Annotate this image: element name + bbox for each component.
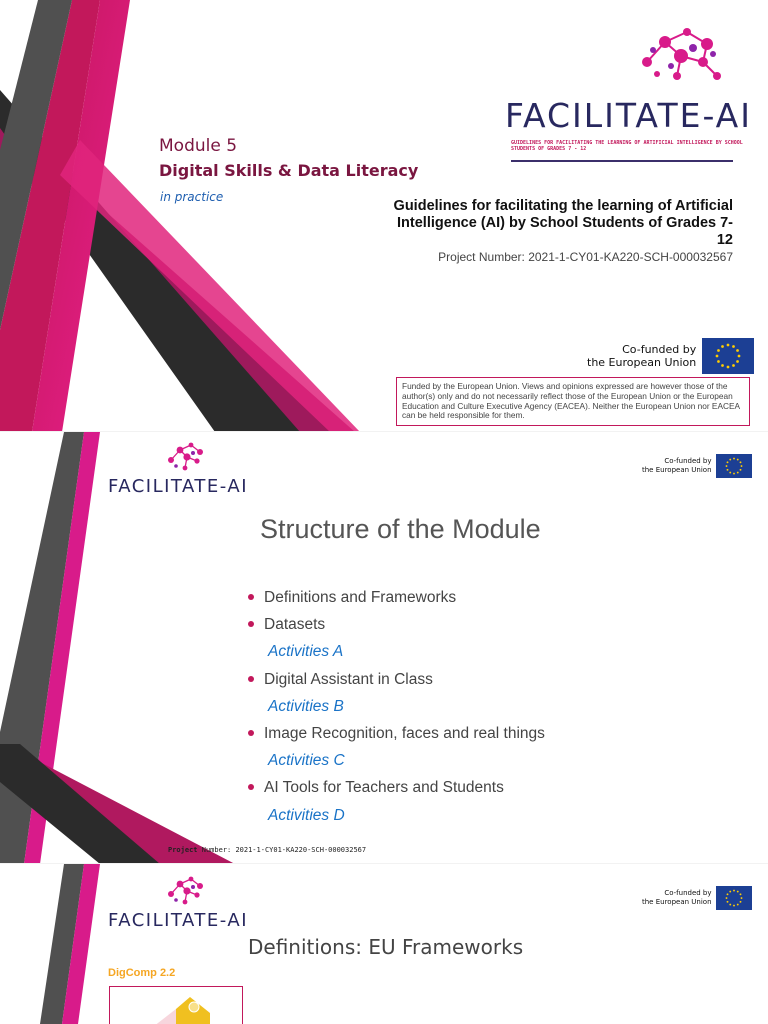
digcomp-label: DigComp 2.2 [108, 967, 176, 979]
facilitate-ai-logo [108, 442, 249, 502]
structure-list-item: Image Recognition, faces and real things [248, 725, 545, 752]
decorative-swoosh-shapes [0, 0, 360, 432]
eu-star-icon [732, 364, 735, 367]
eu-star-icon [727, 344, 730, 347]
logo-underline [511, 160, 733, 162]
structure-list-item: Datasets [248, 616, 545, 643]
logo-tagline: GUIDELINES FOR FACILITATING THE LEARNING OF ARTIFICIAL INTELLIGENCE BY SCHOOL STUDENTS OF GRADES 7 - 12 [511, 140, 743, 152]
activity-link-item: Activities D [268, 806, 345, 824]
structure-list-item: Definitions and Frameworks [248, 589, 545, 616]
module-number: Module 5 [159, 136, 238, 156]
eu-star-icon [736, 349, 739, 352]
cofunded-line-1: Co-funded by [664, 889, 712, 897]
eu-star-icon [739, 469, 741, 471]
cofunded-eu-badge [642, 886, 752, 910]
molecule-logo-icon [166, 442, 206, 474]
eu-star-icon [725, 897, 727, 899]
eu-star-icon [738, 355, 741, 358]
cofunded-text [642, 457, 712, 475]
eu-star-icon [733, 890, 735, 892]
project-number-footer [168, 846, 366, 854]
project-label: Project [168, 846, 198, 854]
eu-star-icon [729, 891, 731, 893]
eu-flag-icon [716, 886, 752, 910]
cofunded-eu-badge [587, 338, 754, 374]
logo-wordmark: FACILITATE-AI [505, 96, 752, 135]
eu-star-icon [725, 465, 727, 467]
cofunded-text [587, 343, 696, 369]
eu-flag-icon [716, 454, 752, 478]
eu-star-icon [739, 901, 741, 903]
decorative-swoosh-shapes [0, 864, 110, 1024]
eu-flag-icon [702, 338, 754, 374]
cofunded-line-1: Co-funded by [622, 343, 697, 356]
eu-star-icon [733, 458, 735, 460]
guidelines-title: Guidelines for facilitating the learning of Artificial Intelligence (AI) by School Students of Grades 7-12 [393, 198, 733, 248]
digcomp-image-frame [109, 986, 243, 1024]
module-subtitle: in practice [160, 190, 224, 204]
cofunded-text [642, 889, 712, 907]
eu-star-icon [717, 349, 720, 352]
eu-star-icon [736, 459, 738, 461]
molecule-logo-icon [166, 876, 206, 908]
structure-list-item: AI Tools for Teachers and Students [248, 779, 545, 806]
eu-star-icon [716, 355, 719, 358]
cofunded-line-2: the European Union [642, 466, 712, 474]
eu-star-icon [736, 360, 739, 363]
activity-link-item: Activities B [268, 697, 344, 715]
activity-link-item: Activities C [268, 752, 345, 770]
eu-star-icon [729, 904, 731, 906]
structure-list-item: Digital Assistant in Class [248, 671, 545, 698]
definitions-slide [0, 864, 768, 1024]
eu-star-icon [726, 469, 728, 471]
project-number: Project Number: 2021-1-CY01-KA220-SCH-000032567 [438, 250, 733, 264]
eu-star-icon [733, 473, 735, 475]
logo-wordmark: FACILITATE-AI [108, 476, 249, 497]
slide-title: Structure of the Module [260, 514, 541, 544]
eu-star-icon [717, 360, 720, 363]
cofunded-eu-badge [642, 454, 752, 478]
eu-star-icon [740, 897, 742, 899]
title-slide [0, 0, 768, 432]
eu-star-icon [721, 364, 724, 367]
eu-star-icon [727, 366, 730, 369]
eu-star-icon [729, 472, 731, 474]
eu-star-icon [726, 901, 728, 903]
eu-star-icon [740, 465, 742, 467]
eu-star-icon [736, 472, 738, 474]
activity-link-item: Activities A [268, 643, 344, 661]
cofunded-line-1: Co-funded by [664, 457, 712, 465]
structure-slide [0, 432, 768, 864]
project-number: Number: 2021-1-CY01-KA220-SCH-000032567 [197, 846, 367, 854]
eu-star-icon [733, 905, 735, 907]
eu-star-icon [736, 891, 738, 893]
digcomp-illustration [110, 987, 243, 1024]
module-structure-list [248, 589, 545, 834]
molecule-logo-icon [637, 26, 725, 90]
cofunded-line-2: the European Union [642, 898, 712, 906]
facilitate-ai-logo [108, 876, 249, 936]
eu-star-icon [739, 461, 741, 463]
eu-star-icon [726, 893, 728, 895]
eu-star-icon [732, 345, 735, 348]
eu-star-icon [739, 893, 741, 895]
funding-disclaimer: Funded by the European Union. Views and opinions expressed are however those of the author(s) only and do not necessarily reflect those of the European Union or the European Education and Culture Executive Agency (EACEA). Neither the European Union nor EACEA can be held responsible for them. [396, 377, 750, 426]
eu-star-icon [736, 904, 738, 906]
cofunded-line-2: the European Union [587, 356, 697, 369]
eu-star-icon [726, 461, 728, 463]
logo-wordmark: FACILITATE-AI [108, 910, 249, 931]
module-title: Digital Skills & Data Literacy [159, 161, 419, 180]
eu-star-icon [721, 345, 724, 348]
slide-title: Definitions: EU Frameworks [248, 935, 524, 959]
eu-star-icon [729, 459, 731, 461]
